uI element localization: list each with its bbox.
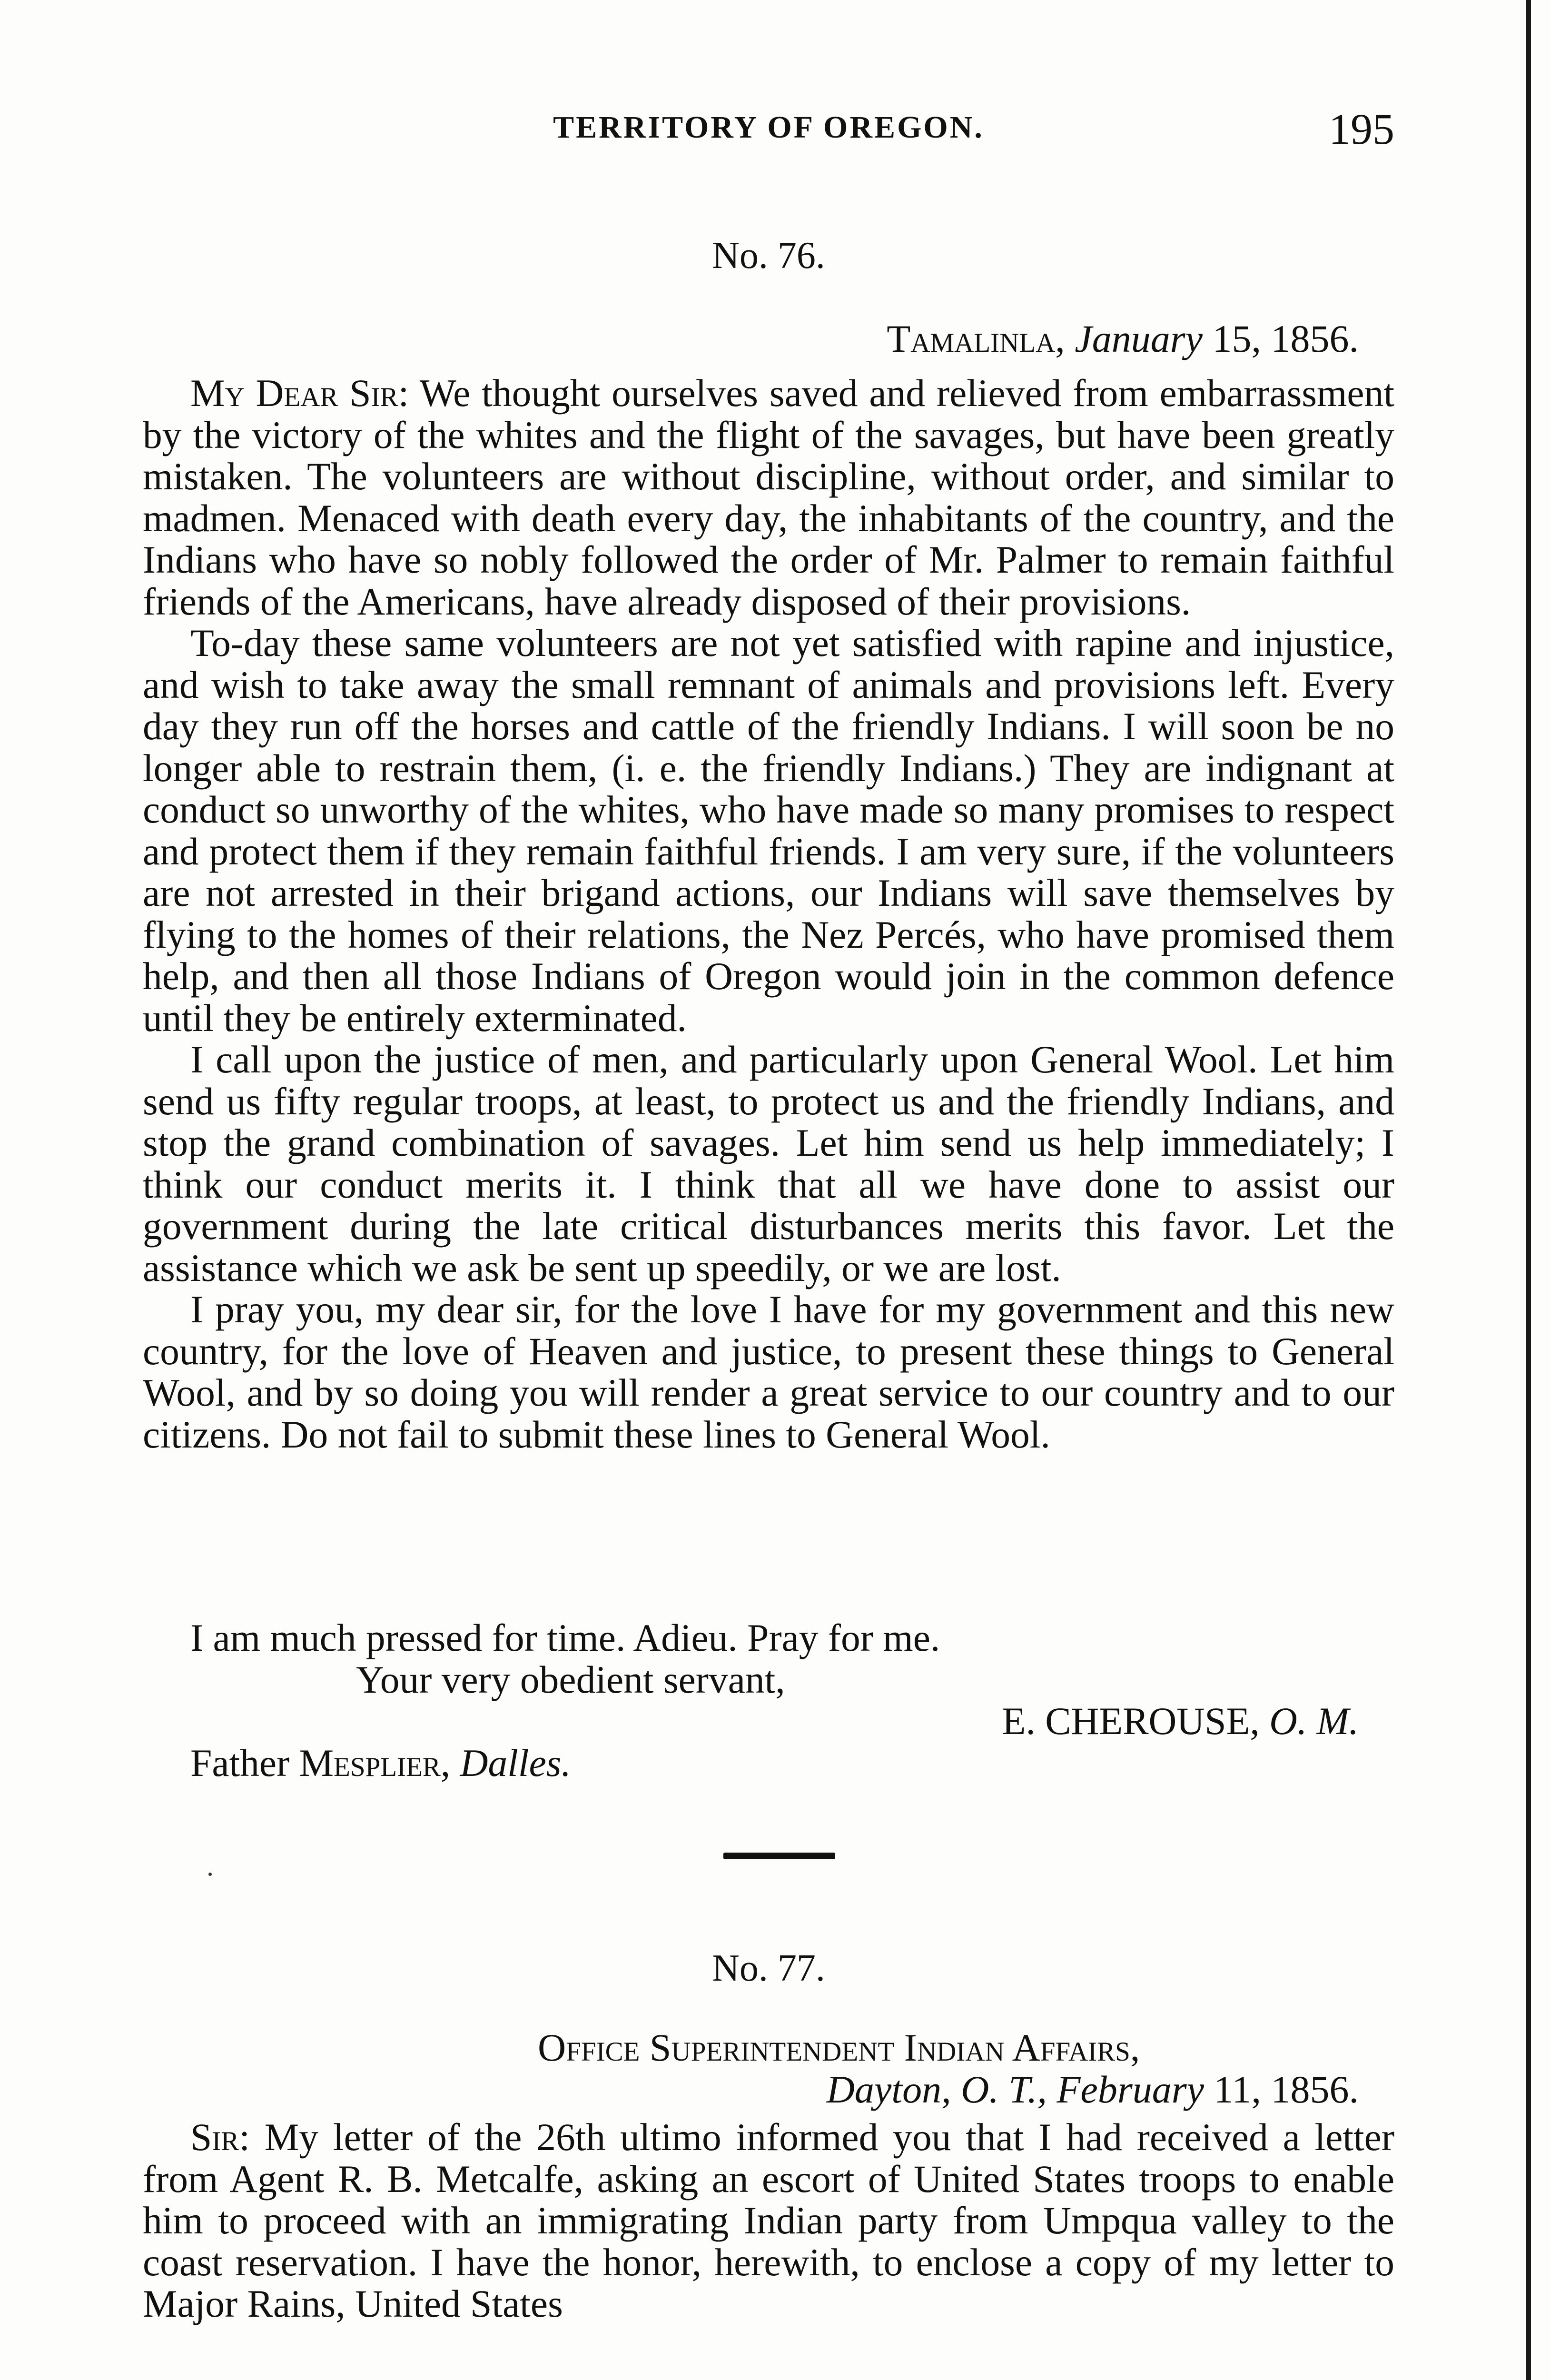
letter-76-paragraph-4: I pray you, my dear sir, for the love I have for my government and this new country, for the love of Heaven and justice, to present these things to General Wool, and by so doing you will render a great service to our country and to our citizens. Do not fail to submit these lines to General Wool. bbox=[143, 1288, 1394, 1456]
letter-77-salutation: Sir bbox=[190, 2115, 239, 2159]
letter-76-addressee-place: Dalles. bbox=[460, 1741, 571, 1785]
letter-77-office bbox=[143, 2027, 1359, 2069]
letter-77-dateline bbox=[143, 2069, 1359, 2111]
letter-76-number: No. 76. bbox=[712, 235, 825, 277]
letter-76-date-month: January bbox=[1075, 317, 1203, 360]
letter-76-signature-name: E. CHEROUSE, bbox=[1002, 1699, 1260, 1743]
page-edge-line bbox=[1526, 0, 1531, 2380]
letter-77-date-month: February bbox=[1056, 2068, 1204, 2111]
print-speck bbox=[208, 1873, 212, 1876]
section-separator-rule bbox=[723, 1853, 835, 1859]
letter-77-date-rest: 11, 1856. bbox=[1214, 2068, 1359, 2111]
page-number: 195 bbox=[1329, 105, 1394, 153]
letter-77-paragraph-1-text: : My letter of the 26th ultimo informed you that I had received a letter from Agent R. B. Metcalfe, asking an escort of United States troops to enable him to proceed with an immigrating Indian party from Umpqua valley to the coast reservation. I have the honor, herewith, to enclose a copy of my letter to Major Rains, United States bbox=[143, 2115, 1394, 2325]
letter-76-dateline bbox=[143, 318, 1359, 360]
letter-76-signature bbox=[143, 1700, 1394, 1742]
letter-76-addressee-prefix: Father bbox=[190, 1741, 290, 1785]
letter-76-place: Tamalinla, bbox=[887, 317, 1065, 360]
running-head: TERRITORY OF OREGON. bbox=[553, 110, 984, 145]
letter-76-addressee bbox=[143, 1742, 1394, 1784]
letter-76-closing bbox=[143, 1617, 1394, 1784]
letter-77-paragraph-1 bbox=[143, 2116, 1394, 2325]
letter-76-closing-line: I am much pressed for time. Adieu. Pray for me. bbox=[190, 1616, 940, 1659]
letter-76-signature-title: O. M. bbox=[1269, 1699, 1359, 1743]
letter-76-paragraph-3: I call upon the justice of men, and particularly upon General Wool. Let him send us fifty regular troops, at least, to protect us and the friendly Indians, and stop the grand combination of savages. Let him send us help immediately; I think our conduct merits it. I think that all we have done to assist our government during the late critical disturbances merits this favor. Let the assistance which we ask be sent up speedily, or we are lost. bbox=[143, 1038, 1394, 1289]
letter-77-number: No. 77. bbox=[712, 1947, 825, 1989]
letter-76-addressee-name: Mesplier, bbox=[299, 1741, 451, 1785]
letter-76-valediction: Your very obedient servant, bbox=[356, 1657, 785, 1701]
letter-76-date-rest: 15, 1856. bbox=[1212, 317, 1359, 360]
letter-76-paragraph-1-text: : We thought ourselves saved and relieved from embarrassment by the victory of the whites and the flight of the savages, but have been greatly mistaken. The volunteers are without discipline, without order, and similar to madmen. Menaced with death every day, the inhabitants of the country, and the Indians who have so nobly followed the order of Mr. Palmer to remain faithful friends of the Americans, have already disposed of their provisions. bbox=[143, 371, 1394, 623]
letter-77-body bbox=[143, 2116, 1394, 2325]
letter-76-paragraph-1 bbox=[143, 372, 1394, 622]
letter-76-salutation: My Dear Sir bbox=[190, 371, 398, 415]
letter-76-body bbox=[143, 372, 1394, 1455]
page-header bbox=[143, 104, 1394, 156]
letter-76-paragraph-2: To-day these same volunteers are not yet satisfied with rapine and injustice, and wish to take away the small remnant of animals and provisions left. Every day they run off the horses and cattle of the friendly Indians. I will soon be no longer able to restrain them, (i. e. the friendly Indians.) They are indignant at conduct so unworthy of the whites, who have made so many promises to respect and protect them if they remain faithful friends. I am very sure, if the volunteers are not arrested in their brigand actions, our Indians will save themselves by flying to the homes of their relations, the Nez Percés, who have promised them help, and then all those Indians of Oregon would join in the common defence until they be entirely exterminated. bbox=[143, 621, 1394, 1040]
letter-77-place: Dayton, O. T., bbox=[826, 2068, 1047, 2111]
letter-77-office-text: Office Superintendent Indian Affairs, bbox=[538, 2026, 1140, 2069]
